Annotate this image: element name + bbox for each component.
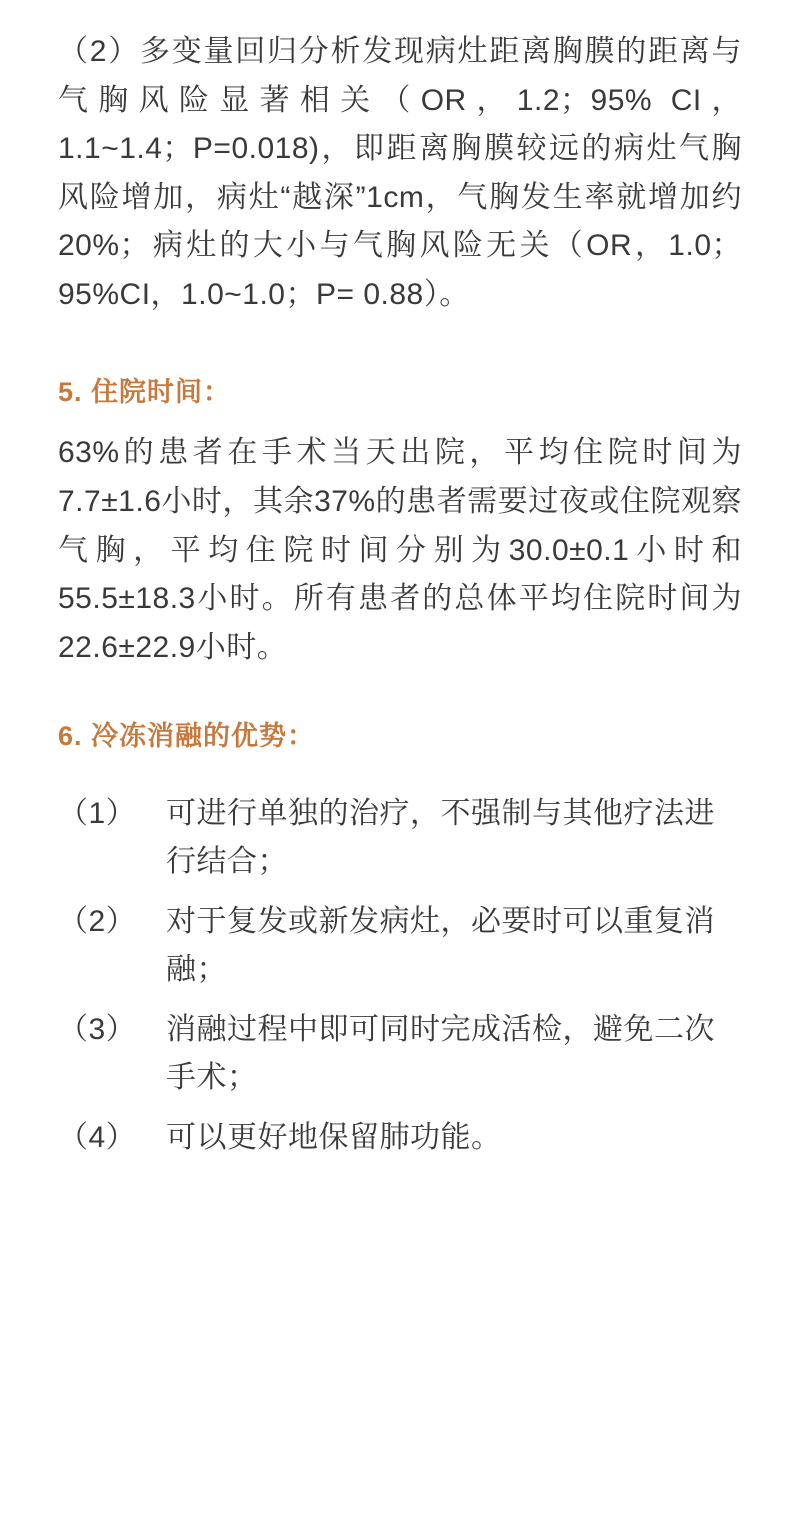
- section-heading-cryoablation-advantages: 6. 冷冻消融的优势：: [58, 721, 316, 752]
- list-item-label: 可以更好地保留肺功能。: [166, 1121, 502, 1155]
- list-item-marker: （4）: [58, 1121, 137, 1155]
- page-bottom-spacer: [58, 1174, 742, 1294]
- advantages-list: [58, 790, 742, 1162]
- list-item: [58, 790, 742, 886]
- list-item-marker: （3）: [58, 1013, 137, 1047]
- list-item-label: 消融过程中即可同时完成活检，避免二次手术；: [166, 1013, 715, 1095]
- list-item-marker: （1）: [58, 797, 137, 831]
- paragraph-multivariate-regression: （2）多变量回归分析发现病灶距离胸膜的距离与气胸风险显著相关（OR，1.2；95% CI，1.1~1.4；P=0.018)，即距离胸膜较远的病灶气胸风险增加，病灶“越深”1cm，气胸发生率就增加约20%；病灶的大小与气胸风险无关（OR，1.0；95%CI，1.0~1.0；P= 0.88）。: [58, 35, 742, 311]
- list-item: [58, 898, 742, 994]
- list-item-label: 对于复发或新发病灶，必要时可以重复消融；: [166, 905, 715, 987]
- section-body-hospital-stay: 63%的患者在手术当天出院，平均住院时间为7.7±1.6小时，其余37%的患者需要过夜或住院观察气胸，平均住院时间分别为30.0±0.1小时和55.5±18.3小时。所有患者的总体平均住院时间为22.6±22.9小时。: [58, 436, 742, 664]
- list-item-marker: （2）: [58, 905, 137, 939]
- list-item: [58, 1114, 742, 1162]
- list-item-label: 可进行单独的治疗，不强制与其他疗法进行结合；: [166, 797, 715, 879]
- list-item: [58, 1006, 742, 1102]
- section-heading-hospital-stay: 5. 住院时间：: [58, 376, 232, 407]
